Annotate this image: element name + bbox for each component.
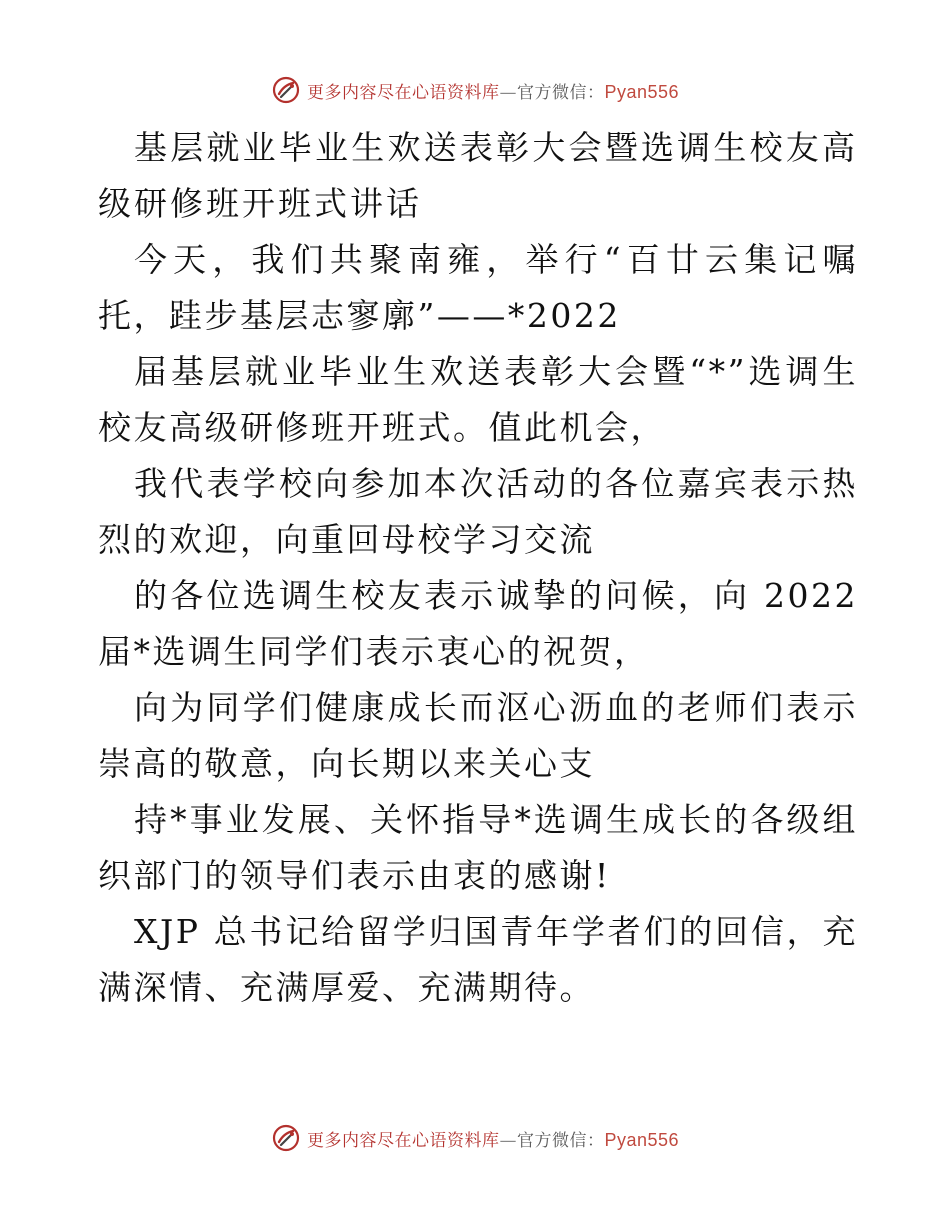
watermark-wechat-label: 官方微信：: [516, 82, 605, 103]
watermark-dash: —: [499, 1130, 517, 1151]
watermark-brand: 更多内容尽在心语资料库: [306, 82, 500, 103]
paragraph-6: 持*事业发展、关怀指导*选调生成长的各级组织部门的领导们表示由衷的感谢!: [98, 800, 858, 895]
paragraph-5: 向为同学们健康成长而沤心沥血的老师们表示崇高的敬意，向长期以来关心支: [98, 688, 858, 783]
watermark-wechat-id: Pyan556: [604, 81, 680, 102]
watermark-wechat-id: Pyan556: [604, 1129, 680, 1150]
brand-logo-icon: [271, 75, 301, 105]
header-watermark: [0, 70, 950, 110]
footer-watermark: [0, 1118, 950, 1158]
paragraph-1: 今天，我们共聚南雍，举行“百廿云集记嘱托，跬步基层志寥廓”——*2022: [98, 240, 858, 335]
watermark-text: [307, 78, 679, 103]
watermark-text: [307, 1126, 679, 1151]
document-body: [98, 120, 858, 1016]
paragraph-4: 的各位选调生校友表示诚挚的问候，向 2022 届*选调生同学们表示衷心的祝贺，: [98, 576, 858, 671]
document-title: 基层就业毕业生欢送表彰大会暨选调生校友高级研修班开班式讲话: [98, 128, 858, 223]
brand-logo-icon: [271, 1123, 301, 1153]
paragraph-3: 我代表学校向参加本次活动的各位嘉宾表示热烈的欢迎，向重回母校学习交流: [98, 464, 858, 559]
paragraph-2: 届基层就业毕业生欢送表彰大会暨“*”选调生校友高级研修班开班式。值此机会，: [98, 352, 858, 447]
paragraph-7: XJP 总书记给留学归国青年学者们的回信，充满深情、充满厚爱、充满期待。: [98, 912, 858, 1007]
watermark-brand: 更多内容尽在心语资料库: [306, 1130, 500, 1151]
watermark-wechat-label: 官方微信：: [516, 1130, 605, 1151]
watermark-dash: —: [499, 82, 517, 103]
